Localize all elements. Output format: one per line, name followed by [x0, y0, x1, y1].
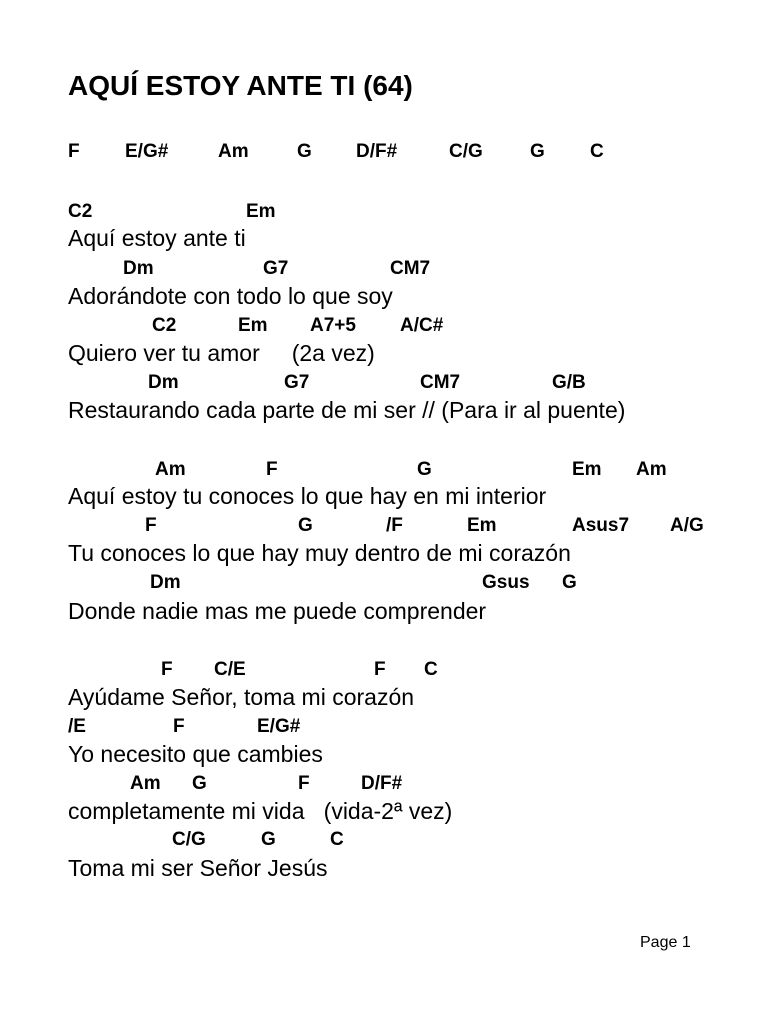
chord: G: [417, 459, 432, 480]
chord: A7+5: [310, 315, 356, 336]
chord: CM7: [420, 372, 461, 393]
chord: Em: [246, 201, 276, 222]
lyric-line: Adorándote con todo lo que soy: [68, 283, 393, 309]
chord: A/G: [670, 515, 704, 536]
chord: E/G#: [257, 716, 301, 737]
intro-chord: C/G: [449, 141, 483, 162]
chord: F: [145, 515, 157, 536]
chord: Em: [572, 459, 602, 480]
lyric-line: Yo necesito que cambies: [68, 741, 323, 767]
chord: G: [261, 829, 276, 850]
chord: Gsus: [482, 572, 530, 593]
chord: CM7: [390, 258, 431, 279]
chord: F: [161, 659, 173, 680]
intro-chord: D/F#: [356, 141, 398, 162]
lyric-line: Quiero ver tu amor (2a vez): [68, 340, 375, 366]
lyric-line: Tu conoces lo que hay muy dentro de mi corazón: [68, 540, 571, 566]
chord: A/C#: [400, 315, 444, 336]
chord: D/F#: [361, 773, 403, 794]
chord: F: [173, 716, 185, 737]
lyric-line: Aquí estoy ante ti: [68, 225, 246, 251]
chord: C2: [68, 201, 93, 222]
chord: Dm: [148, 372, 179, 393]
song-title: AQUÍ ESTOY ANTE TI (64): [68, 70, 413, 101]
lyric-line: Toma mi ser Señor Jesús: [68, 855, 328, 881]
chord: Asus7: [572, 515, 630, 536]
chord: Dm: [123, 258, 154, 279]
lyric-line: Restaurando cada parte de mi ser // (Para ir al puente): [68, 397, 626, 423]
chord: F: [374, 659, 386, 680]
lyric-line: completamente mi vida (vida-2ª vez): [68, 798, 453, 824]
chord: C/G: [172, 829, 206, 850]
lyric-line: Ayúdame Señor, toma mi corazón: [68, 684, 415, 710]
chord: G7: [284, 372, 310, 393]
chord: C2: [152, 315, 177, 336]
chord: Em: [467, 515, 497, 536]
intro-chord: G: [530, 141, 545, 162]
chord: C: [424, 659, 438, 680]
intro-chord: C: [590, 141, 604, 162]
chord: Am: [130, 773, 161, 794]
intro-chord: G: [297, 141, 312, 162]
chord: G/B: [552, 372, 586, 393]
chord: G: [562, 572, 577, 593]
intro-chord: E/G#: [125, 141, 169, 162]
chord: Am: [636, 459, 667, 480]
page-number: Page 1: [640, 934, 691, 951]
chord: Dm: [150, 572, 181, 593]
lyric-line: Aquí estoy tu conoces lo que hay en mi interior: [68, 483, 547, 509]
chord: /F: [386, 515, 403, 536]
chord: /E: [68, 716, 86, 737]
chord: C: [330, 829, 344, 850]
chord: F: [266, 459, 278, 480]
lyric-line: Donde nadie mas me puede comprender: [68, 598, 487, 624]
chord: Em: [238, 315, 268, 336]
chord: G: [298, 515, 313, 536]
chord: Am: [155, 459, 186, 480]
chord: G7: [263, 258, 289, 279]
intro-chord: F: [68, 141, 80, 162]
chord: F: [298, 773, 310, 794]
chord: G: [192, 773, 207, 794]
intro-chord: Am: [218, 141, 249, 162]
chord: C/E: [214, 659, 246, 680]
